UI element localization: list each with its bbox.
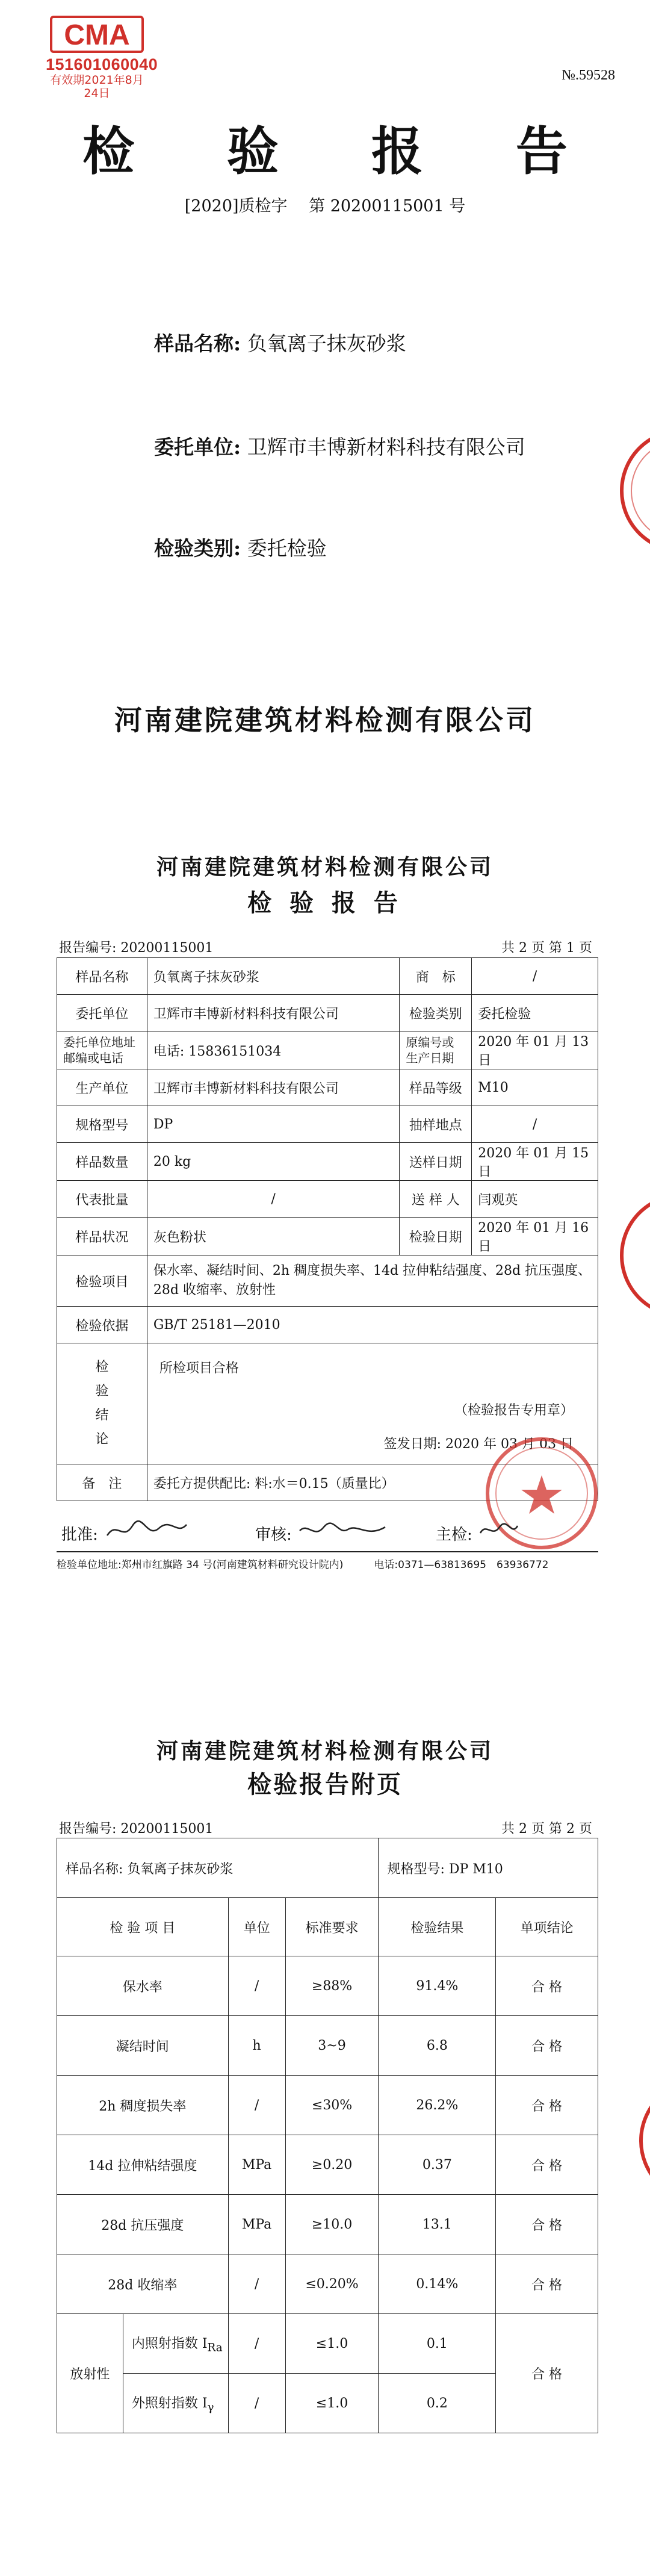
cell-value: 卫辉市丰博新材料科技有限公司 [147, 995, 400, 1031]
cell-value: 委托方提供配比: 料:水＝0.15（质量比） [147, 1464, 598, 1501]
appendix-page-count: 共 2 页 第 2 页 [501, 1822, 592, 1837]
cell-value: 20 kg [147, 1143, 400, 1181]
cell-label: 抽样地点 [400, 1106, 472, 1143]
report-table [57, 957, 598, 1501]
result-cell: 0.2 [379, 2374, 496, 2433]
cell-label: 代表批量 [57, 1181, 147, 1218]
conclusion-label: 检 验 结 论 [57, 1343, 147, 1464]
result-cell: 13.1 [379, 2195, 496, 2254]
cell-value: 闫观英 [472, 1181, 598, 1218]
signature-icon [105, 1517, 189, 1544]
table-row [57, 2195, 598, 2254]
cell-value: 保水率、凝结时间、2h 稠度损失率、14d 拉伸粘结强度、28d 抗压强度、28d 收缩率、放射性 [147, 1255, 598, 1307]
results-table [57, 1838, 598, 2433]
sample-name-line: 样品名称: 负氧离子抹灰砂浆 [57, 1838, 379, 1898]
unit-cell: / [228, 2254, 285, 2314]
stamp-icon [613, 422, 650, 560]
requirement-cell: ≥10.0 [285, 2195, 379, 2254]
cell-label: 备 注 [57, 1464, 147, 1501]
conclusion-cell: 合 格 [496, 2135, 598, 2195]
cell-value: / [147, 1181, 400, 1218]
cma-logo-icon [49, 13, 145, 55]
table-row [57, 1218, 598, 1255]
approve-label: 批准: [61, 1526, 98, 1544]
cell-label: 委托单位地址邮编或电话 [57, 1031, 147, 1069]
category-label: 检验类别: [154, 537, 241, 560]
conclusion-cell: 合 格 [496, 2195, 598, 2254]
signature-row [57, 1522, 598, 1546]
cell-label: 样品状况 [57, 1218, 147, 1255]
cma-validity: 有效期2021年8月24日 [50, 73, 144, 100]
result-cell: 0.14% [379, 2254, 496, 2314]
cell-label: 原编号或生产日期 [400, 1031, 472, 1069]
item-subscript: γ [207, 2401, 214, 2414]
item-cell: 28d 抗压强度 [57, 2195, 229, 2254]
cell-label: 检验日期 [400, 1218, 472, 1255]
cell-value: 卫辉市丰博新材料科技有限公司 [147, 1069, 400, 1106]
appendix-report-number: 报告编号: 20200115001 [59, 1822, 214, 1837]
table-row [57, 2016, 598, 2076]
table-row [57, 1106, 598, 1143]
table-row [57, 1143, 598, 1181]
cell-label: 送样日期 [400, 1143, 472, 1181]
report-company-heading: 河南建院建筑材料检测有限公司 [156, 854, 494, 880]
cell-label: 检验依据 [57, 1307, 147, 1343]
stamp-icon [613, 1186, 650, 1325]
signature-icon [297, 1517, 388, 1544]
header-conclusion: 单项结论 [496, 1898, 598, 1956]
cma-number: 151601060040 [46, 55, 158, 73]
cell-value: 2020 年 01 月 15 日 [472, 1143, 598, 1181]
unit-cell: h [228, 2016, 285, 2076]
report-page-count: 共 2 页 第 1 页 [501, 941, 592, 956]
header-requirement: 标准要求 [285, 1898, 379, 1956]
table-row [57, 1255, 598, 1307]
result-cell: 91.4% [379, 1956, 496, 2016]
item-cell [123, 2314, 228, 2374]
requirement-cell: ≤1.0 [285, 2314, 379, 2374]
cell-label: 商 标 [400, 958, 472, 995]
table-row [57, 1069, 598, 1106]
cell-label: 样品等级 [400, 1069, 472, 1106]
review-label: 审核: [255, 1526, 292, 1544]
result-cell: 0.1 [379, 2314, 496, 2374]
cell-value: 负氧离子抹灰砂浆 [147, 958, 400, 995]
table-header-row [57, 1898, 598, 1956]
cma-seal [46, 13, 158, 100]
cell-label: 检验类别 [400, 995, 472, 1031]
cell-label: 检验项目 [57, 1255, 147, 1307]
cover-title: 检 验 报 告 [82, 121, 605, 182]
item-cell: 保水率 [57, 1956, 229, 2016]
report-number: 报告编号: 20200115001 [59, 941, 214, 956]
result-cell: 6.8 [379, 2016, 496, 2076]
item-cell: 28d 收缩率 [57, 2254, 229, 2314]
unit-cell: / [228, 1956, 285, 2016]
header-result: 检验结果 [379, 1898, 496, 1956]
cell-label: 委托单位 [57, 995, 147, 1031]
cell-label: 规格型号 [57, 1106, 147, 1143]
unit-cell: MPa [228, 2135, 285, 2195]
item-cell: 凝结时间 [57, 2016, 229, 2076]
cma-logo-text: CMA [64, 19, 130, 51]
cell-value: / [472, 958, 598, 995]
requirement-cell: ≤1.0 [285, 2374, 379, 2433]
cell-label: 生产单位 [57, 1069, 147, 1106]
appendix-company-heading: 河南建院建筑材料检测有限公司 [156, 1738, 494, 1764]
conclusion-text: 所检项目合格 [159, 1361, 239, 1376]
appendix-title: 检验报告附页 [247, 1770, 403, 1799]
appendix-page [0, 1734, 650, 2576]
cell-label: 样品数量 [57, 1143, 147, 1181]
cell-value: 委托检验 [472, 995, 598, 1031]
conclusion-cell: 合 格 [496, 2314, 598, 2433]
report-footer: 检验单位地址:郑州市红旗路 34 号(河南建筑材料研究设计院内) 电话:0371—63813695 63936772 [57, 1551, 598, 1571]
conclusion-stamp-text: （检验报告专用章） [454, 1403, 574, 1418]
table-row [57, 2314, 598, 2374]
cell-label: 送 样 人 [400, 1181, 472, 1218]
table-row [57, 2076, 598, 2135]
sample-name-value: 负氧离子抹灰砂浆 [247, 332, 406, 355]
sample-name-label: 样品名称: [154, 332, 241, 355]
cell-value: 2020 年 01 月 16 日 [472, 1218, 598, 1255]
client-value: 卫辉市丰博新材料科技有限公司 [247, 435, 525, 459]
item-text: 内照射指数 I [131, 2336, 208, 2351]
result-cell: 26.2% [379, 2076, 496, 2135]
conclusion-cell: 合 格 [496, 2254, 598, 2314]
spec-line: 规格型号: DP M10 [379, 1838, 598, 1898]
conclusion-cell: 合 格 [496, 2076, 598, 2135]
cell-value: 灰色粉状 [147, 1218, 400, 1255]
client-label: 委托单位: [154, 435, 241, 459]
item-cell: 14d 拉伸粘结强度 [57, 2135, 229, 2195]
category-value: 委托检验 [247, 537, 327, 560]
header-item: 检 验 项 目 [57, 1898, 229, 1956]
table-row [57, 2135, 598, 2195]
cell-value: M10 [472, 1069, 598, 1106]
item-cell: 2h 稠度损失率 [57, 2076, 229, 2135]
cover-page [0, 0, 650, 831]
table-row [57, 1181, 598, 1218]
item-text: 外照射指数 I [131, 2395, 208, 2411]
requirement-cell: ≤0.20% [285, 2254, 379, 2314]
signature-icon [478, 1519, 520, 1543]
table-row [57, 958, 598, 995]
conclusion-cell: 合 格 [496, 1956, 598, 2016]
red-stamp-edge [613, 1186, 650, 1325]
cell-value: 2020 年 01 月 13 日 [472, 1031, 598, 1069]
table-row [57, 1956, 598, 2016]
client-field [154, 432, 525, 460]
red-stamp-edge [632, 2071, 650, 2210]
unit-cell: MPa [228, 2195, 285, 2254]
conclusion-cell: 合 格 [496, 2016, 598, 2076]
table-row [57, 2254, 598, 2314]
requirement-cell: ≥0.20 [285, 2135, 379, 2195]
requirement-cell: ≥88% [285, 1956, 379, 2016]
report-page [0, 831, 650, 1734]
result-cell: 0.37 [379, 2135, 496, 2195]
category-field [154, 533, 327, 561]
red-stamp-edge [613, 422, 650, 560]
sample-name-field [154, 328, 406, 356]
issue-date: 签发日期: 2020 年 03 月 03 日 [383, 1437, 574, 1452]
unit-cell: / [228, 2314, 285, 2374]
radioactivity-label: 放射性 [57, 2314, 123, 2433]
report-title: 检 验 报 告 [247, 889, 403, 917]
unit-cell: / [228, 2076, 285, 2135]
document-number: №.59528 [562, 67, 615, 83]
table-row [57, 1838, 598, 1898]
cell-value: / [472, 1106, 598, 1143]
tester-label: 主检: [436, 1526, 472, 1544]
cell-value: GB/T 25181—2010 [147, 1307, 598, 1343]
cell-value: DP [147, 1106, 400, 1143]
unit-cell: / [228, 2374, 285, 2433]
cell-value: 电话: 15836151034 [147, 1031, 400, 1069]
cover-company-name: 河南建院建筑材料检测有限公司 [114, 704, 536, 736]
table-row [57, 1307, 598, 1343]
table-row [57, 1031, 598, 1069]
item-subscript: Ra [207, 2341, 223, 2354]
item-cell [123, 2374, 228, 2433]
header-unit: 单位 [228, 1898, 285, 1956]
cover-serial: [2020]质检字 第 20200115001 号 [184, 197, 466, 216]
table-row [57, 995, 598, 1031]
stamp-icon [632, 2071, 650, 2210]
requirement-cell: 3~9 [285, 2016, 379, 2076]
requirement-cell: ≤30% [285, 2076, 379, 2135]
cell-label: 样品名称 [57, 958, 147, 995]
